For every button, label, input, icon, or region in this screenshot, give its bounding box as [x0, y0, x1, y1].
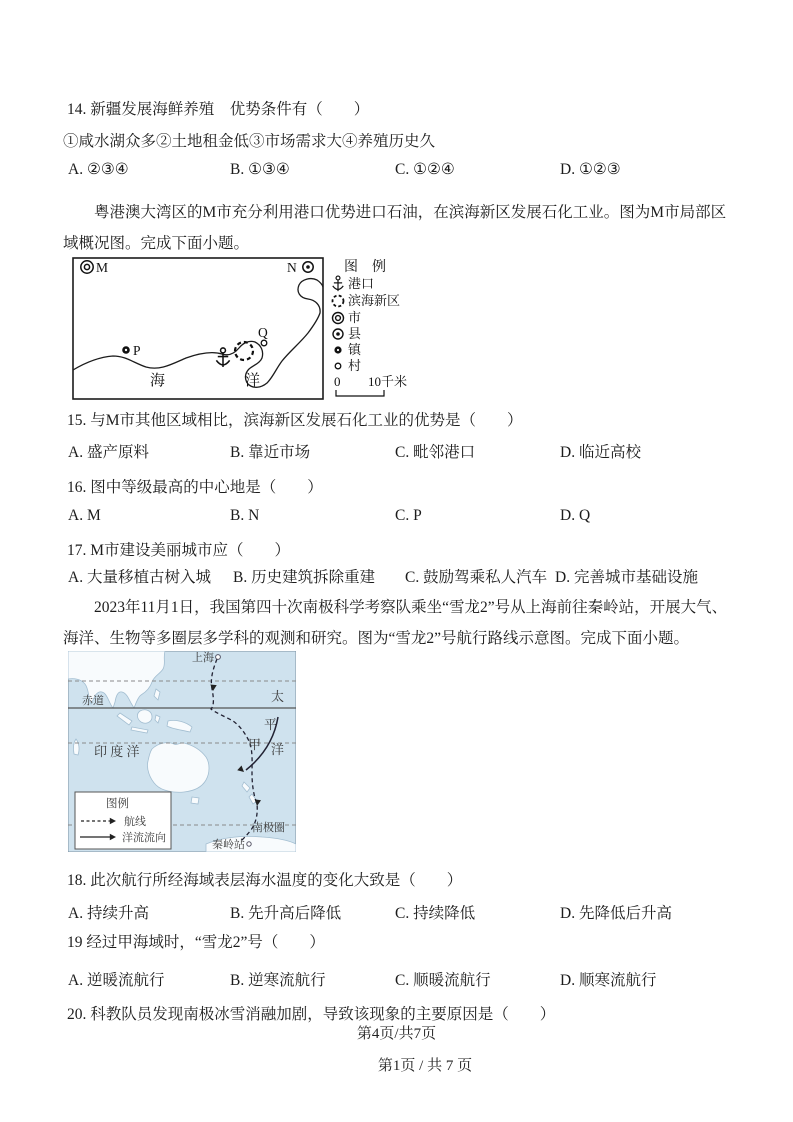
q17-choices: [68, 565, 698, 587]
legend-label: 镇: [348, 342, 362, 357]
village-icon: [261, 340, 267, 346]
label-pacific-2: 平: [264, 717, 278, 732]
coastline: [73, 279, 323, 388]
scale-bar: [336, 390, 384, 396]
choice-option: C. ①②④: [395, 161, 455, 178]
voyage-route-map-figure: [68, 651, 296, 852]
choice-option: C. 顺暖流航行: [395, 972, 491, 989]
q18-stem: 18. 此次航行所经海域表层海水温度的变化大致是（ ）: [67, 872, 463, 889]
city-icon: [81, 261, 93, 273]
choice-option: A. 盛产原料: [68, 444, 149, 461]
scale-label: 10千米: [368, 374, 408, 389]
passage-m-city: 粤港澳大湾区的M市充分利用港口优势进口石油，在滨海新区发展石化工业。图为M市局部区域概况图。完成下面小题。: [63, 204, 727, 252]
label-q: Q: [258, 325, 268, 340]
label-m: M: [96, 260, 109, 275]
label-ocean: 洋: [245, 373, 261, 389]
qinling-station-marker: [247, 842, 251, 846]
q15-choices: [68, 440, 641, 462]
choice-option: D. 顺寒流航行: [560, 972, 657, 989]
m-city-map-figure: [68, 257, 420, 402]
label-antarctic-circle: 南极圈: [252, 822, 285, 834]
choice-option: B. 历史建筑拆除重建: [233, 569, 376, 586]
choice-option: B. 逆寒流航行: [230, 972, 326, 989]
label-indian-ocean: 印 度 洋: [94, 744, 140, 759]
choice-option: D. 完善城市基础设施: [555, 569, 698, 586]
label-pacific-3: 洋: [271, 742, 285, 757]
choice-option: C. P: [395, 507, 422, 524]
q16-choices: [68, 507, 590, 525]
q19-stem: 19 经过甲海域时，“雪龙2”号（ ）: [67, 934, 325, 951]
q19-choices: [68, 968, 656, 990]
label-jia: 甲: [248, 737, 262, 752]
dashed-circle-icon: [333, 296, 344, 307]
port-anchor-icon: [216, 348, 229, 367]
choice-option: D. ①②③: [560, 161, 621, 178]
legend-label: 港口: [348, 276, 375, 291]
small-circle-icon: [335, 363, 341, 369]
map-frame: [73, 258, 323, 399]
label-equator: 赤道: [82, 695, 104, 707]
australia: [147, 743, 209, 793]
legend-current-label: 洋流流向: [122, 832, 166, 844]
q16-stem: 16. 图中等级最高的中心地是（ ）: [67, 479, 323, 496]
document-page-number: 第4页/共7页: [356, 1026, 437, 1042]
choice-option: A. ②③④: [68, 161, 129, 178]
legend-title: 图 例: [344, 260, 386, 275]
legend-title: 图例: [106, 798, 129, 810]
county-icon: [303, 262, 313, 272]
label-n: N: [287, 260, 297, 275]
label-shanghai: 上海: [192, 652, 214, 664]
label-sea: 海: [150, 373, 166, 389]
bold-dot-icon: [334, 346, 341, 353]
borneo: [137, 710, 152, 723]
q18-choices: [68, 901, 672, 923]
legend-label: 村: [348, 358, 362, 373]
map1-legend: [333, 259, 408, 396]
q14-subitems: ①咸水湖众多②土地租金低③市场需求大④养殖历史久: [63, 133, 436, 150]
choice-option: D. Q: [560, 507, 591, 524]
choice-option: B. ①③④: [230, 161, 290, 178]
legend-route-label: 航线: [124, 816, 146, 828]
town-icon: [122, 346, 130, 354]
double-circle-icon: [333, 313, 344, 324]
legend-label: 县: [348, 326, 362, 341]
choice-option: C. 持续降低: [395, 905, 476, 922]
choice-option: B. 靠近市场: [230, 444, 311, 461]
choice-option: C. 毗邻港口: [395, 444, 476, 461]
viewer-page-number: 第1页 / 共 7 页: [377, 1058, 473, 1074]
choice-option: B. N: [230, 507, 260, 524]
legend-label: 滨海新区: [348, 293, 401, 308]
choice-option: D. 先降低后升高: [560, 905, 672, 922]
anchor-icon: [333, 276, 344, 291]
q14-stem: 14. 新疆发展海鲜养殖 优势条件有（ ）: [67, 101, 370, 118]
legend-label: 市: [348, 310, 362, 325]
circle-dot-icon: [333, 329, 343, 339]
choice-option: B. 先升高后降低: [230, 905, 342, 922]
choice-option: A. M: [68, 507, 101, 524]
label-pacific-1: 太: [271, 689, 285, 704]
q14-choices: [68, 160, 621, 179]
shanghai-marker: [216, 655, 221, 660]
choice-option: A. 大量移植古树入城: [68, 569, 211, 586]
choice-option: A. 持续升高: [68, 905, 149, 922]
passage-xuelong: 2023年11月1日，我国第四十次南极科学考察队乘坐“雪龙2”号从上海前往秦岭站，开展大气、海洋、生物等多圈层多学科的观测和研究。图为“雪龙2”号航行路线示意图。完成下面小题。: [63, 599, 728, 647]
q15-stem: 15. 与M市其他区域相比，滨海新区发展石化工业的优势是（ ）: [67, 412, 523, 429]
choice-option: C. 鼓励驾乘私人汽车: [405, 569, 548, 586]
q17-stem: 17. M市建设美丽城市应（ ）: [67, 542, 291, 559]
q20-stem: 20. 科教队员发现南极冰雪消融加剧，导致该现象的主要原因是（ ）: [67, 1006, 556, 1023]
map2-legend: [75, 792, 171, 849]
label-qinling-station: 秦岭站: [212, 839, 245, 851]
choice-option: A. 逆暖流航行: [68, 972, 165, 989]
binhai-new-area-icon: [235, 342, 253, 360]
choice-option: D. 临近高校: [560, 444, 641, 461]
scale-zero: 0: [334, 374, 341, 389]
label-p: P: [133, 343, 141, 358]
tasmania: [191, 797, 199, 804]
